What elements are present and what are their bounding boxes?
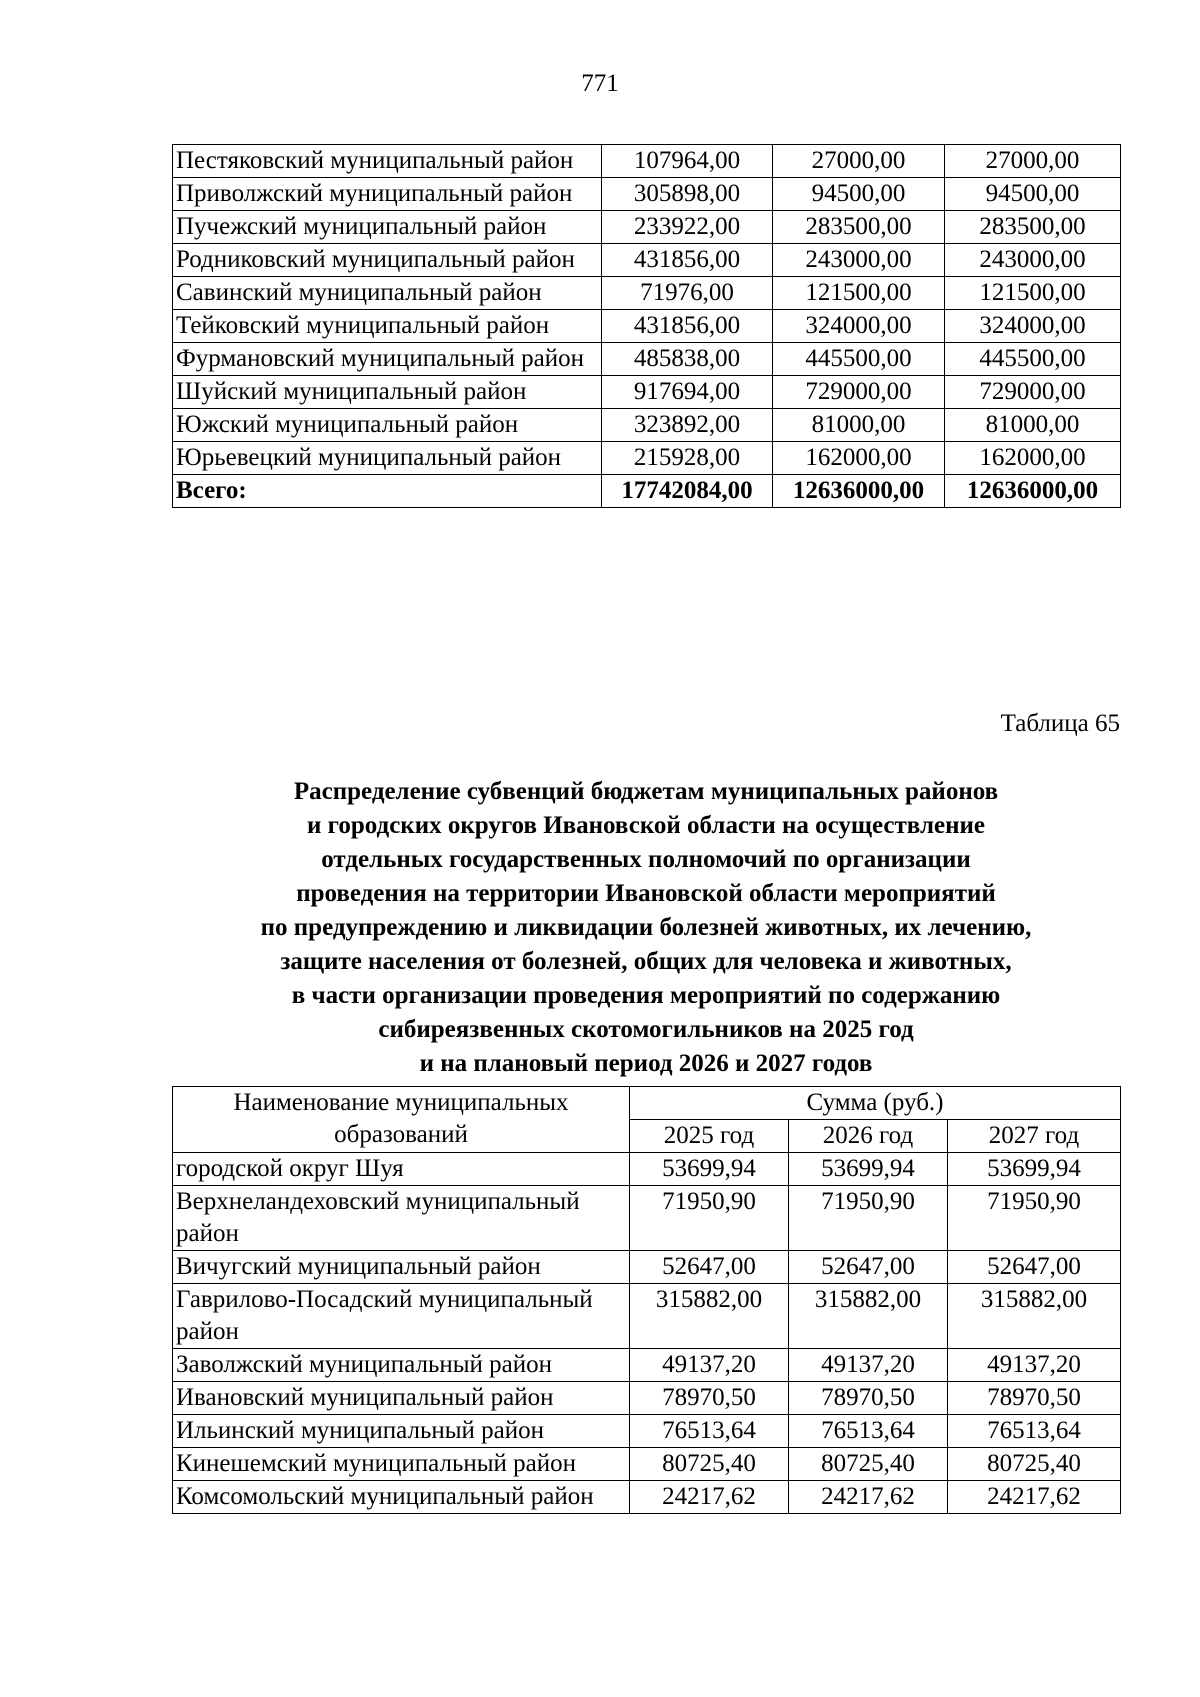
table-row	[173, 1284, 1121, 1349]
table-row	[173, 1481, 1121, 1514]
cell-name: Заволжский муниципальный район	[173, 1349, 630, 1382]
cell-2026: 49137,20	[789, 1349, 948, 1382]
cell-2025: 233922,00	[602, 211, 773, 244]
cell-2026: 162000,00	[773, 442, 945, 475]
cell-2026: 81000,00	[773, 409, 945, 442]
cell-2025: 76513,64	[630, 1415, 789, 1448]
table-title	[172, 775, 1120, 1081]
allocation-table-continued	[172, 144, 1121, 508]
cell-2027: 324000,00	[945, 310, 1121, 343]
cell-2026: 80725,40	[789, 1448, 948, 1481]
cell-2025: 305898,00	[602, 178, 773, 211]
cell-2027: 12636000,00	[945, 475, 1121, 508]
table-row	[173, 442, 1121, 475]
cell-name: Верхнеландеховский муниципальный район	[173, 1186, 630, 1251]
cell-2026: 27000,00	[773, 145, 945, 178]
cell-2025: 323892,00	[602, 409, 773, 442]
cell-2025: 53699,94	[630, 1153, 789, 1186]
table-row	[173, 244, 1121, 277]
cell-name: Ильинский муниципальный район	[173, 1415, 630, 1448]
cell-2026: 24217,62	[789, 1481, 948, 1514]
cell-2026: 324000,00	[773, 310, 945, 343]
cell-2026: 52647,00	[789, 1251, 948, 1284]
cell-2027: 27000,00	[945, 145, 1121, 178]
table-row	[173, 409, 1121, 442]
cell-2025: 71950,90	[630, 1186, 789, 1251]
table-row	[173, 277, 1121, 310]
cell-2026: 94500,00	[773, 178, 945, 211]
page-number: 771	[581, 70, 619, 97]
title-line: и городских округов Ивановской области на осуществление	[306, 812, 985, 839]
cell-2025: 24217,62	[630, 1481, 789, 1514]
cell-2027: 445500,00	[945, 343, 1121, 376]
cell-2025: 78970,50	[630, 1382, 789, 1415]
cell-2025: 431856,00	[602, 310, 773, 343]
cell-2027: 94500,00	[945, 178, 1121, 211]
cell-2025: 431856,00	[602, 244, 773, 277]
table-row	[173, 310, 1121, 343]
cell-2026: 53699,94	[789, 1153, 948, 1186]
table-row	[173, 343, 1121, 376]
cell-name: Савинский муниципальный район	[173, 277, 602, 310]
title-line: по предупреждению и ликвидации болезней животных, их лечению,	[260, 914, 1032, 941]
header-year-2027: 2027 год	[948, 1120, 1121, 1153]
title-line: защите населения от болезней, общих для человека и животных,	[280, 948, 1012, 975]
subvention-distribution-table	[172, 1086, 1121, 1514]
cell-2027: 78970,50	[948, 1382, 1121, 1415]
cell-2027: 283500,00	[945, 211, 1121, 244]
cell-2026: 71950,90	[789, 1186, 948, 1251]
cell-name: Вичугский муниципальный район	[173, 1251, 630, 1284]
cell-2026: 12636000,00	[773, 475, 945, 508]
cell-name: Кинешемский муниципальный район	[173, 1448, 630, 1481]
cell-name: Пучежский муниципальный район	[173, 211, 602, 244]
cell-name: Юрьевецкий муниципальный район	[173, 442, 602, 475]
cell-2027: 49137,20	[948, 1349, 1121, 1382]
cell-2026: 243000,00	[773, 244, 945, 277]
cell-2025: 17742084,00	[602, 475, 773, 508]
cell-2025: 80725,40	[630, 1448, 789, 1481]
cell-2025: 49137,20	[630, 1349, 789, 1382]
cell-2025: 107964,00	[602, 145, 773, 178]
cell-2027: 162000,00	[945, 442, 1121, 475]
cell-name: городской округ Шуя	[173, 1153, 630, 1186]
cell-2027: 80725,40	[948, 1448, 1121, 1481]
header-year-2025: 2025 год	[630, 1120, 789, 1153]
cell-name: Комсомольский муниципальный район	[173, 1481, 630, 1514]
cell-2027: 76513,64	[948, 1415, 1121, 1448]
title-line: Распределение субвенций бюджетам муниципальных районов	[293, 778, 999, 805]
cell-2025: 485838,00	[602, 343, 773, 376]
cell-2026: 76513,64	[789, 1415, 948, 1448]
cell-2026: 121500,00	[773, 277, 945, 310]
table-row	[173, 376, 1121, 409]
cell-2026: 78970,50	[789, 1382, 948, 1415]
cell-2025: 917694,00	[602, 376, 773, 409]
cell-name: Всего:	[173, 475, 602, 508]
cell-2026: 283500,00	[773, 211, 945, 244]
cell-name: Фурмановский муниципальный район	[173, 343, 602, 376]
cell-2027: 729000,00	[945, 376, 1121, 409]
cell-2027: 315882,00	[948, 1284, 1121, 1349]
table-row	[173, 178, 1121, 211]
cell-name: Южский муниципальный район	[173, 409, 602, 442]
cell-2027: 53699,94	[948, 1153, 1121, 1186]
table-row	[173, 1349, 1121, 1382]
table-row	[173, 1251, 1121, 1284]
header-row	[173, 1087, 1121, 1120]
title-line: отдельных государственных полномочий по организации	[321, 846, 971, 873]
cell-2027: 24217,62	[948, 1481, 1121, 1514]
cell-2025: 315882,00	[630, 1284, 789, 1349]
cell-2027: 121500,00	[945, 277, 1121, 310]
table-row	[173, 1382, 1121, 1415]
cell-2026: 315882,00	[789, 1284, 948, 1349]
total-row	[173, 475, 1121, 508]
cell-2025: 52647,00	[630, 1251, 789, 1284]
cell-2027: 243000,00	[945, 244, 1121, 277]
title-line: проведения на территории Ивановской области мероприятий	[296, 880, 996, 907]
table-label: Таблица 65	[1000, 710, 1120, 737]
title-line: в части организации проведения мероприятий по содержанию	[291, 982, 1001, 1009]
cell-name: Родниковский муниципальный район	[173, 244, 602, 277]
cell-2026: 729000,00	[773, 376, 945, 409]
cell-name: Тейковский муниципальный район	[173, 310, 602, 343]
table-row	[173, 1153, 1121, 1186]
cell-2026: 445500,00	[773, 343, 945, 376]
title-line: сибиреязвенных скотомогильников на 2025 год	[378, 1016, 914, 1043]
header-sum: Сумма (руб.)	[630, 1087, 1121, 1120]
table-row	[173, 1448, 1121, 1481]
table-row	[173, 211, 1121, 244]
header-name: Наименование муниципальных образований	[173, 1087, 630, 1153]
cell-name: Шуйский муниципальный район	[173, 376, 602, 409]
table-row	[173, 1415, 1121, 1448]
cell-2025: 215928,00	[602, 442, 773, 475]
cell-name: Ивановский муниципальный район	[173, 1382, 630, 1415]
title-line: и на плановый период 2026 и 2027 годов	[419, 1050, 873, 1077]
cell-2025: 71976,00	[602, 277, 773, 310]
cell-2027: 71950,90	[948, 1186, 1121, 1251]
cell-name: Пестяковский муниципальный район	[173, 145, 602, 178]
cell-2027: 52647,00	[948, 1251, 1121, 1284]
header-year-2026: 2026 год	[789, 1120, 948, 1153]
table-row	[173, 1186, 1121, 1251]
cell-name: Гаврилово-Посадский муниципальный район	[173, 1284, 630, 1349]
cell-2027: 81000,00	[945, 409, 1121, 442]
table-row	[173, 145, 1121, 178]
cell-name: Приволжский муниципальный район	[173, 178, 602, 211]
